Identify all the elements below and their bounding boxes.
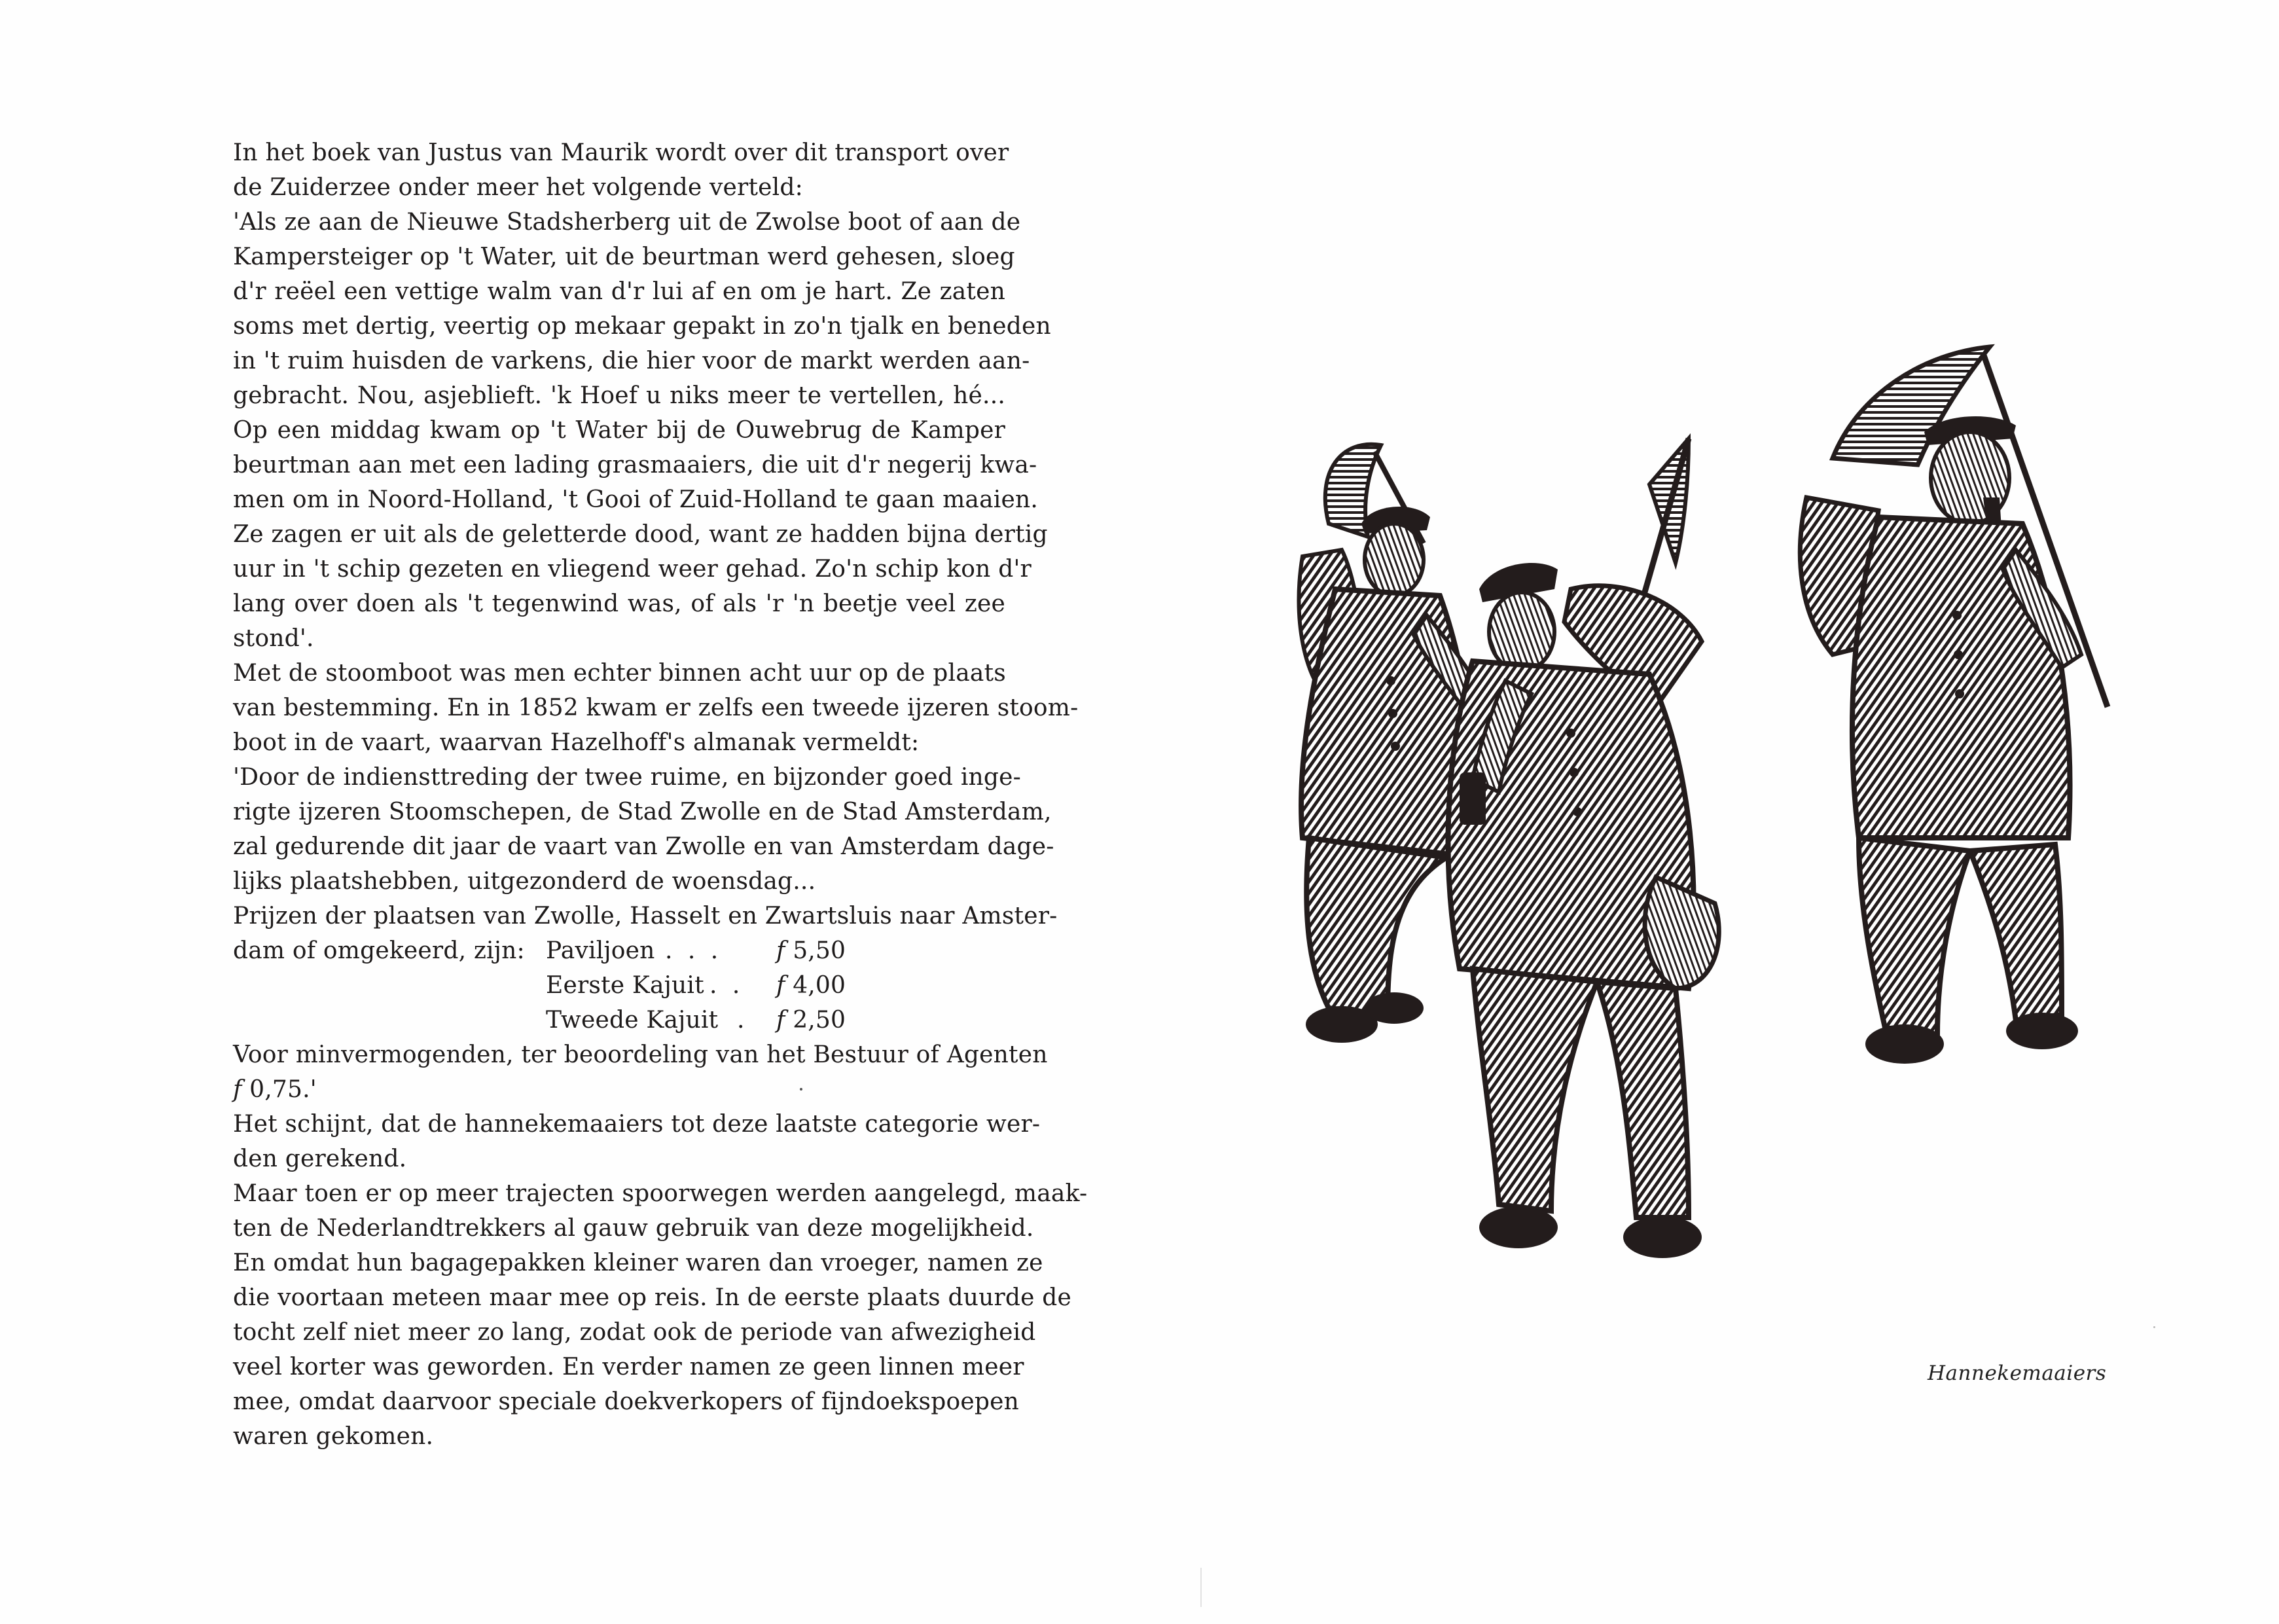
text-line: In het boek van Justus van Maurik wordt over dit transport over: [233, 139, 1009, 166]
text-line: Het schijnt, dat de hannekemaaiers tot deze laatste categorie wer-: [233, 1111, 1041, 1138]
stray-ink-dot: [800, 1088, 802, 1091]
middle-mower-figure: [1448, 439, 1719, 1258]
text-line: mee, omdat daarvoor speciale doekverkopers of fijndoekspoepen: [233, 1388, 1019, 1415]
price-amount: 2,50: [793, 1007, 846, 1034]
text-line: gebracht. Nou, asjeblieft. 'k Hoef u niks meer te vertellen, hé...: [233, 382, 1005, 409]
price-name: Paviljoen: [546, 937, 655, 964]
text-line: Ze zagen er uit als de geletterde dood, want ze hadden bijna dertig: [233, 521, 1048, 548]
text-line: veel korter was geworden. En verder namen ze geen linnen meer: [233, 1354, 1024, 1380]
stray-ink-dot: [2153, 1326, 2155, 1328]
right-mower-figure: [1800, 347, 2108, 1064]
text-line: die voortaan meteen maar mee op reis. In de eerste plaats duurde de: [233, 1284, 1072, 1311]
text-line: Prijzen der plaatsen van Zwolle, Hasselt en Zwartsluis naar Amster-: [233, 903, 1058, 929]
text-line: 'Als ze aan de Nieuwe Stadsherberg uit de Zwolse boot of aan de: [233, 209, 1021, 236]
price-row-eerste-kajuit: [233, 968, 1005, 1003]
left-legs: [1306, 838, 1446, 1015]
body-text: [233, 135, 1088, 1454]
text-line: Maar toen er op meer trajecten spoorwegen werden aangelegd, maak-: [233, 1180, 1088, 1207]
price-dots: .: [737, 1007, 749, 1034]
hannekemaaiers-illustration: [1230, 340, 2147, 1401]
text-line: tocht zelf niet meer zo lang, zodat ook de periode van afwezigheid: [233, 1319, 1036, 1346]
price-amount: 4,00: [793, 972, 846, 999]
price-row-tweede-kajuit: [233, 1003, 1005, 1038]
price-value: [776, 933, 846, 968]
text-line: boot in de vaart, waarvan Hazelhoff's almanak vermeldt:: [233, 729, 920, 756]
text-line: stond'.: [233, 625, 314, 652]
text-line: d'r reëel een vettige walm van d'r lui af en om je hart. Ze zaten: [233, 278, 1005, 305]
text-line: lijks plaatshebben, uitgezonderd de woensdag...: [233, 868, 816, 895]
right-coat: [1852, 517, 2070, 838]
text-line: Voor minvermogenden, ter beoordeling van het Bestuur of Agenten: [233, 1041, 1048, 1068]
guilder-sign: f: [233, 1076, 242, 1103]
text-line: Met de stoomboot was men echter binnen acht uur op de plaats: [233, 660, 1006, 687]
text-line: 'Door de indiensttreding der twee ruime, en bijzonder goed inge-: [233, 764, 1022, 791]
price-dots: . . .: [665, 937, 723, 964]
text-line: den gerekend.: [233, 1146, 407, 1172]
text-line: f 0,75.': [233, 1076, 317, 1103]
price-name: Tweede Kajuit: [546, 1007, 719, 1034]
price-value: [776, 968, 846, 1003]
price-value: [776, 1003, 846, 1038]
price-dots: . .: [709, 972, 744, 999]
text-line: Op een middag kwam op 't Water bij de Ouwebrug de Kamper: [233, 417, 1005, 444]
text-line: uur in 't schip gezeten en vliegend weer gehad. Zo'n schip kon d'r: [233, 556, 1032, 583]
guilder-sign: f: [776, 937, 785, 964]
text-line: van bestemming. En in 1852 kwam er zelfs een tweede ijzeren stoom-: [233, 695, 1079, 721]
text-line: En omdat hun bagagepakken kleiner waren dan vroeger, namen ze: [233, 1250, 1043, 1276]
illustration-caption: Hannekemaaiers: [1928, 1362, 2107, 1385]
price-row-paviljoen: [233, 933, 1005, 968]
text-line: in 't ruim huisden de varkens, die hier voor de markt werden aan-: [233, 348, 1030, 374]
text-line: beurtman aan met een lading grasmaaiers, die uit d'r negerij kwa-: [233, 452, 1037, 478]
text-line: de Zuiderzee onder meer het volgende verteld:: [233, 174, 803, 201]
text-line: soms met dertig, veertig op mekaar gepakt in zo'n tjalk en beneden: [233, 313, 1051, 340]
price-name: Eerste Kajuit: [546, 972, 704, 999]
price-amount: 5,50: [793, 937, 846, 964]
price-lead-text: dam of omgekeerd, zijn:: [233, 937, 525, 964]
middle-legs: [1473, 969, 1597, 1211]
middle-hand-bag: [1645, 877, 1719, 988]
text-line: ten de Nederlandtrekkers al gauw gebruik van deze mogelijkheid.: [233, 1215, 1034, 1242]
text-line: rigte ijzeren Stoomschepen, de Stad Zwolle en de Stad Amsterdam,: [233, 799, 1052, 825]
text-line: Kampersteiger op 't Water, uit de beurtman werd gehesen, sloeg: [233, 244, 1015, 270]
text-line: men om in Noord-Holland, 't Gooi of Zuid-Holland te gaan maaien.: [233, 486, 1038, 513]
text-line: zal gedurende dit jaar de vaart van Zwolle en van Amsterdam dage-: [233, 833, 1054, 860]
text-line: lang over doen als 't tegenwind was, of als 'r 'n beetje veel zee: [233, 590, 1005, 617]
right-legs: [1859, 838, 1970, 1034]
guilder-sign: f: [776, 972, 785, 999]
guilder-sign: f: [776, 1007, 785, 1034]
text-line: waren gekomen.: [233, 1423, 434, 1450]
